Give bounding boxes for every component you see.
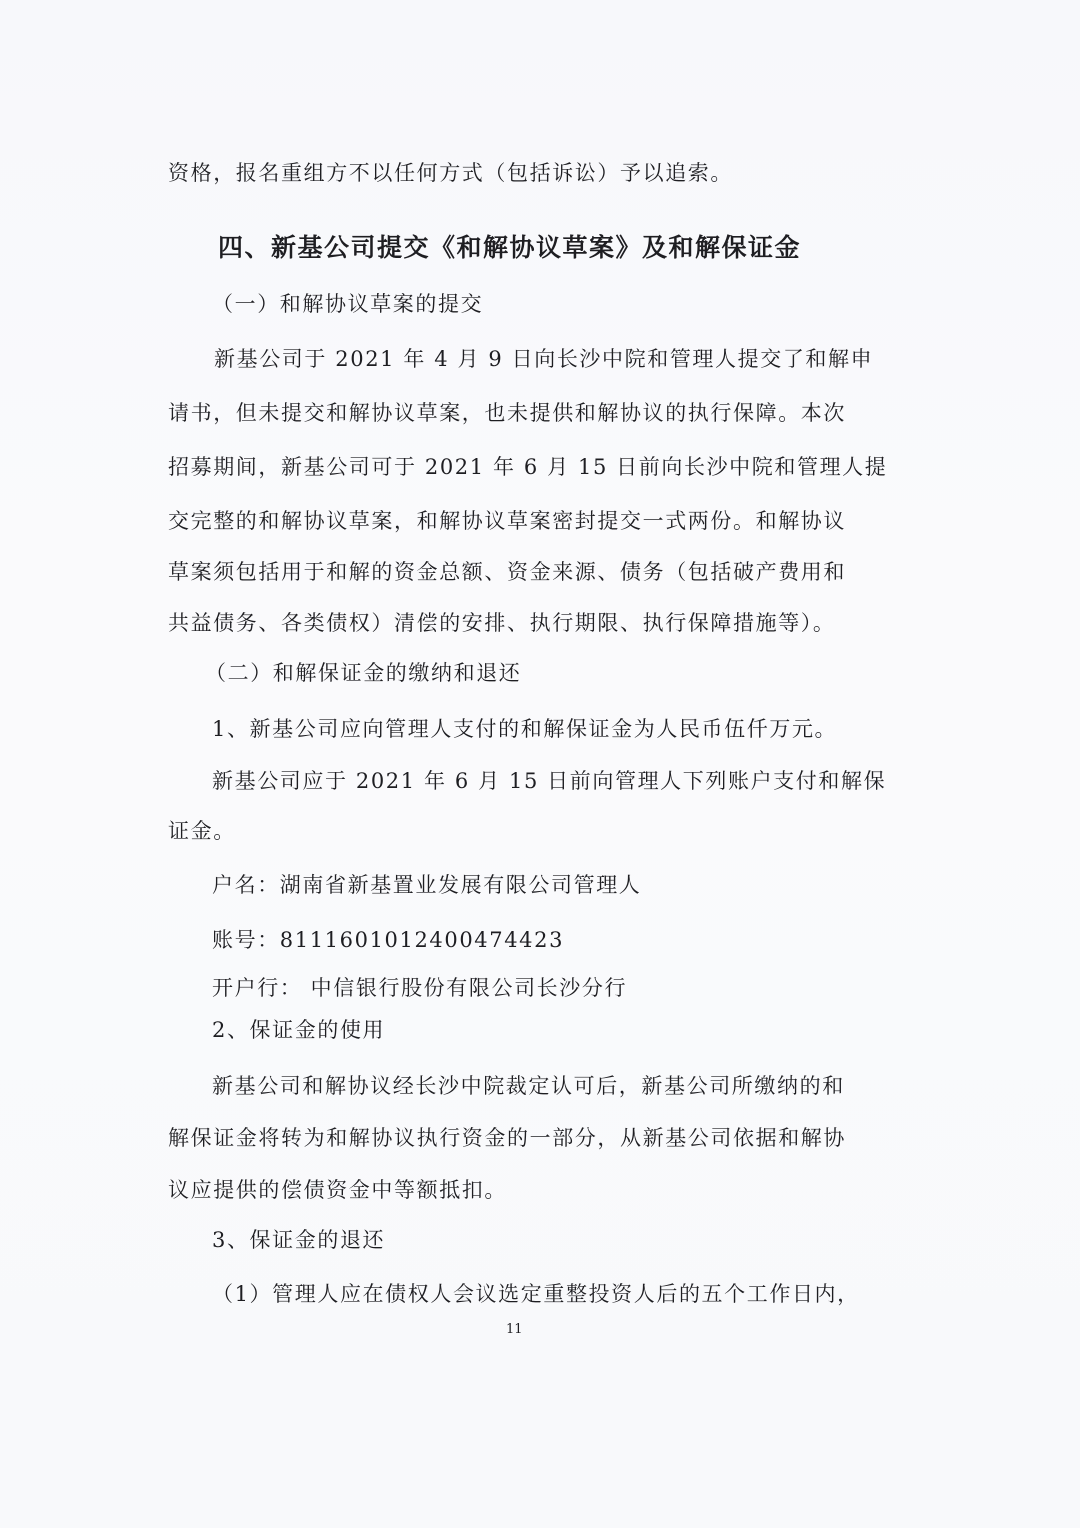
paragraph-line: 交完整的和解协议草案，和解协议草案密封提交一式两份。和解协议 [168, 509, 846, 533]
paragraph-line: 解保证金将转为和解协议执行资金的一部分，从新基公司依据和解协 [168, 1126, 846, 1150]
paragraph-line: 请书，但未提交和解协议草案，也未提供和解协议的执行保障。本次 [168, 401, 846, 425]
item-2-title: 2、保证金的使用 [212, 1018, 386, 1042]
page-number: 11 [506, 1322, 523, 1337]
account-number: 账号：8111601012400474423 [212, 928, 565, 952]
section-heading: 四、新基公司提交《和解协议草案》及和解保证金 [218, 233, 802, 262]
account-name: 户名：湖南省新基置业发展有限公司管理人 [212, 873, 642, 897]
item-1: 1、新基公司应向管理人支付的和解保证金为人民币伍仟万元。 [212, 717, 838, 741]
paragraph-line: 议应提供的偿债资金中等额抵扣。 [168, 1178, 507, 1202]
carryover-text: 资格，报名重组方不以任何方式（包括诉讼）予以追索。 [168, 161, 733, 185]
paragraph-line: （1）管理人应在债权人会议选定重整投资人后的五个工作日内， [212, 1282, 860, 1306]
item-3-title: 3、保证金的退还 [212, 1228, 386, 1252]
paragraph-line: 新基公司和解协议经长沙中院裁定认可后，新基公司所缴纳的和 [212, 1074, 845, 1098]
paragraph-line: 招募期间，新基公司可于 2021 年 6 月 15 日前向长沙中院和管理人提 [168, 455, 888, 479]
paragraph-line: 新基公司应于 2021 年 6 月 15 日前向管理人下列账户支付和解保 [212, 769, 887, 793]
paragraph-line: 共益债务、各类债权）清偿的安排、执行期限、执行保障措施等）。 [168, 611, 836, 635]
subsection-title-1: （一）和解协议草案的提交 [212, 292, 484, 316]
bank-name: 开户行： 中信银行股份有限公司长沙分行 [212, 976, 628, 1000]
paragraph-line: 草案须包括用于和解的资金总额、资金来源、债务（包括破产费用和 [168, 560, 846, 584]
paragraph-line: 证金。 [168, 819, 236, 843]
paragraph-line: 新基公司于 2021 年 4 月 9 日向长沙中院和管理人提交了和解申 [214, 347, 874, 371]
subsection-title-2: （二）和解保证金的缴纳和退还 [205, 661, 522, 685]
